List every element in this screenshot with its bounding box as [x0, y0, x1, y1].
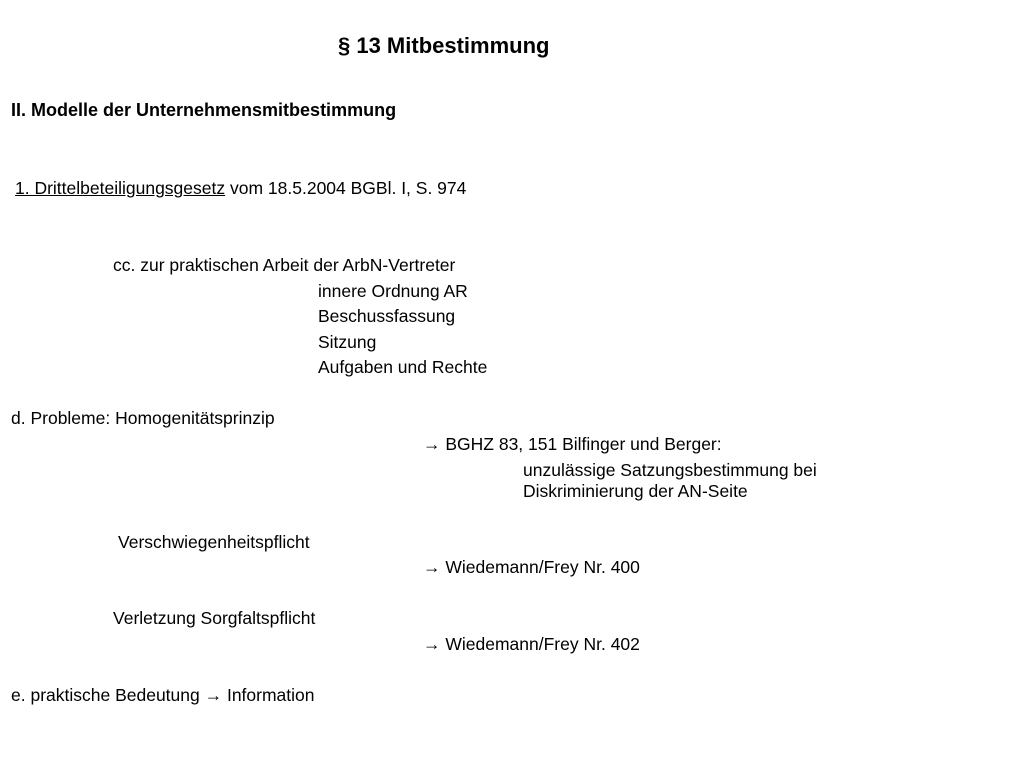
cc-item: Beschussfassung	[318, 306, 456, 326]
sorgfalt-reference: → Wiedemann/Frey Nr. 402	[423, 634, 640, 654]
cc-heading: cc. zur praktischen Arbeit der ArbN-Vertreter	[113, 255, 456, 275]
d-note-line-2: Diskriminierung der AN-Seite	[523, 481, 748, 501]
d-heading: d. Probleme: Homogenitätsprinzip	[11, 408, 275, 428]
verschwiegenheit-label: Verschwiegenheitspflicht	[118, 532, 310, 552]
d-reference: → BGHZ 83, 151 Bilfinger und Berger:	[423, 434, 722, 454]
law-citation: vom 18.5.2004 BGBl. I, S. 974	[225, 178, 467, 198]
cc-item: innere Ordnung AR	[318, 281, 468, 301]
cc-item: Sitzung	[318, 332, 377, 352]
law-reference	[15, 178, 466, 199]
sorgfalt-label: Verletzung Sorgfaltspflicht	[113, 608, 316, 628]
section-heading: II. Modelle der Unternehmensmitbestimmung	[11, 100, 397, 120]
verschwiegenheit-reference: → Wiedemann/Frey Nr. 400	[423, 557, 640, 577]
slide-title: § 13 Mitbestimmung	[338, 33, 550, 58]
cc-item: Aufgaben und Rechte	[318, 357, 488, 377]
e-heading: e. praktische Bedeutung → Information	[11, 685, 315, 705]
d-note-line-1: unzulässige Satzungsbestimmung bei	[523, 460, 817, 480]
law-name: 1. Drittelbeteiligungsgesetz	[15, 178, 226, 198]
